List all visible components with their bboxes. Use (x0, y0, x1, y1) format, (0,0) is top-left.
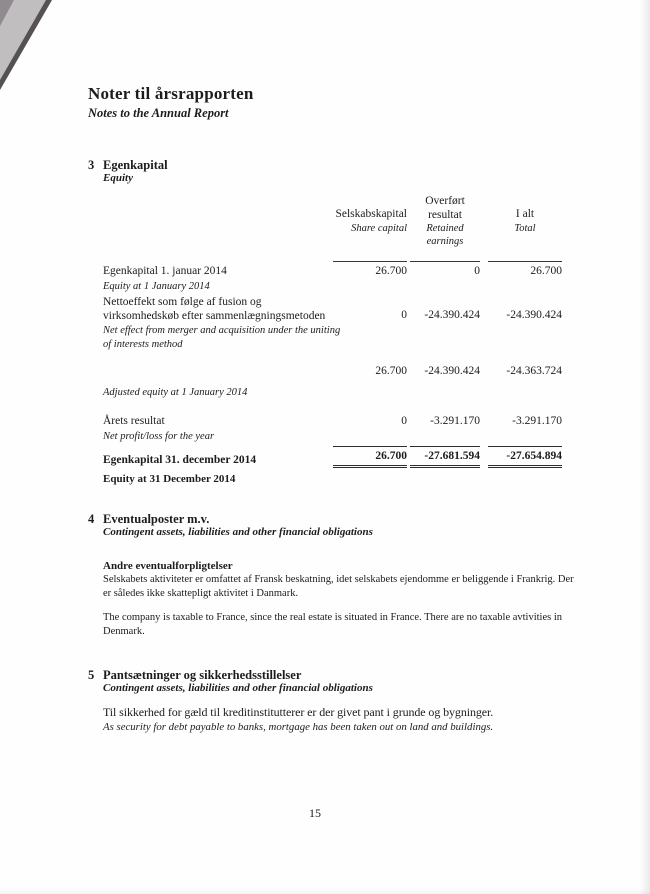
row-label-english: Net effect from merger and acquisition under the uniting of interests method (103, 325, 341, 350)
column-header-danish: Overført resultat (425, 194, 465, 221)
value-total: -27.654.894 (488, 446, 562, 468)
scan-right-edge-shadow (640, 0, 650, 894)
paragraph-english: As security for debt payable to banks, mortgage has been taken out on land and buildings. (103, 721, 494, 734)
equity-table (103, 194, 562, 487)
value-total: -3.291.170 (512, 414, 562, 427)
row-label-danish: Egenkapital 31. december 2014 (103, 454, 257, 467)
section-number: 5 (88, 668, 95, 682)
row-label-english: Net profit/loss for the year (103, 430, 215, 442)
scan-bottom-edge-shadow (0, 889, 650, 894)
row-label-danish: Nettoeffekt som følge af fusion og virksomhedskøb efter sammenlægningsmetoden (103, 295, 326, 322)
value-total: -24.390.424 (506, 309, 562, 322)
value-share-capital: 0 (401, 414, 407, 427)
section-heading-english: Equity (103, 172, 133, 185)
row-label-danish: Årets resultat (103, 415, 165, 428)
column-header-danish: I alt (515, 208, 535, 221)
value-retained-earnings: -3.291.170 (430, 414, 480, 427)
document-subtitle: Notes to the Annual Report (88, 106, 229, 120)
value-retained-earnings: -24.390.424 (424, 309, 480, 322)
section-contingent-items (88, 512, 574, 639)
table-row-net-result (103, 414, 562, 443)
table-row-closing-equity (103, 446, 562, 487)
section-heading-danish: Egenkapital (103, 158, 168, 172)
paragraph-danish: Til sikkerhed for gæld til kreditinstitutterer er der givet pant i grunde og bygninger. (103, 704, 494, 719)
column-header-english: Total (514, 222, 536, 234)
column-header-english: Retained earnings (426, 223, 464, 248)
page-number: 15 (309, 806, 321, 820)
document-title: Noter til årsrapporten (88, 84, 254, 103)
value-share-capital: 26.700 (333, 446, 407, 468)
value-total: 26.700 (488, 261, 562, 279)
document-header (88, 84, 254, 121)
value-total: -24.363.724 (506, 364, 562, 377)
table-row-merger-effect (103, 295, 562, 351)
paragraph-danish: Selskabets aktiviteter er omfattet af Fransk beskatning, idet selskabets ejendomme er beliggende i Frankrig. Der er således ikke skattepligt aktivitet i Danmark. (103, 573, 574, 599)
section-heading-english: Contingent assets, liabilities and other financial obligations (103, 682, 373, 695)
value-retained-earnings: -24.390.424 (424, 364, 480, 377)
section-equity (88, 158, 568, 486)
table-row-adjusted-equity (103, 364, 562, 399)
value-share-capital: 26.700 (375, 364, 407, 377)
value-retained-earnings: 0 (410, 261, 480, 279)
column-header-retained-earnings (410, 194, 480, 249)
value-share-capital: 26.700 (333, 261, 407, 279)
section-number: 3 (88, 158, 95, 172)
table-row-opening-equity (103, 261, 562, 293)
equity-table-header (103, 194, 562, 249)
section-number: 4 (88, 512, 95, 526)
column-header-share-capital (307, 207, 407, 235)
section-mortgages (88, 668, 568, 733)
paragraph-english: The company is taxable to France, since the real estate is situated in France. There are no taxable avtivities in Denmark. (103, 611, 563, 638)
row-label-english: Equity at 1 January 2014 (103, 280, 210, 292)
column-header-total (488, 207, 562, 235)
section-heading-english: Contingent assets, liabilities and other financial obligations (103, 526, 373, 539)
row-label-english: Adjusted equity at 1 January 2014 (103, 386, 248, 398)
section-heading-danish: Pantsætninger og sikkerhedsstillelser (103, 668, 302, 682)
column-header-danish: Selskabskapital (335, 208, 407, 221)
column-header-english: Share capital (351, 222, 407, 234)
row-label-english: Equity at 31 December 2014 (103, 472, 236, 485)
value-retained-earnings: -27.681.594 (410, 446, 480, 468)
section-heading-danish: Eventualposter m.v. (103, 512, 210, 526)
value-share-capital: 0 (401, 309, 407, 322)
row-label-danish: Egenkapital 1. januar 2014 (103, 265, 227, 278)
subsection-heading: Andre eventualforpligtelser (103, 559, 233, 572)
